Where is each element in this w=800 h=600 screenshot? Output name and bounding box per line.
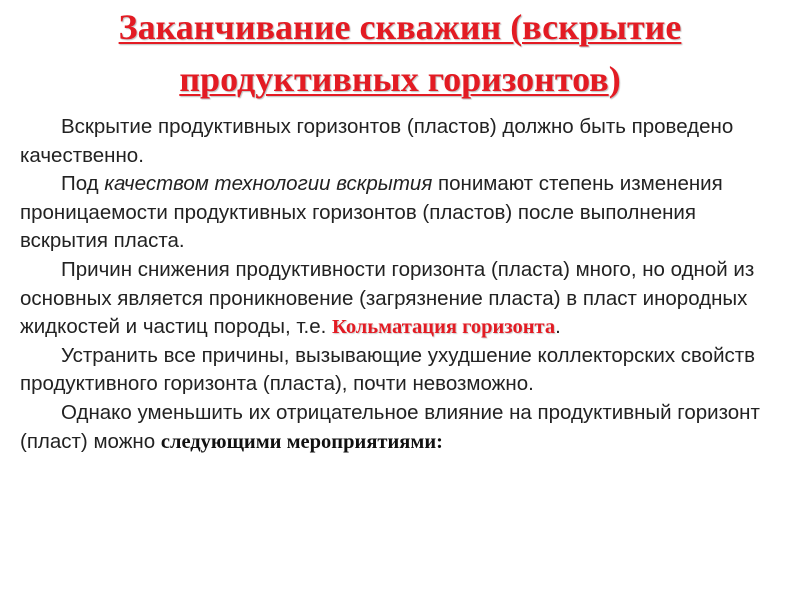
paragraph-2-lead: Под — [61, 172, 105, 196]
paragraph-1-text: Вскрытие продуктивных горизонтов (пластов) должно быть проведено качественно. — [20, 115, 734, 167]
paragraph-5 — [20, 399, 780, 456]
paragraph-2 — [20, 170, 780, 256]
paragraph-2-rest: понимают степень изменения проницаемости продуктивных горизонтов (пластов) после выполнения вскрытия пласта. — [20, 172, 723, 253]
bold-phrase: следующими мероприятиями: — [160, 430, 443, 453]
slide-body — [20, 113, 780, 456]
title-line-2 — [0, 53, 800, 105]
paragraph-3 — [20, 256, 780, 342]
paragraph-3-end: . — [555, 315, 561, 339]
paragraph-4 — [20, 342, 780, 399]
paragraph-3-lead: Причин снижения продуктивности горизонта (пласта) много, но одной из основных является проникновение (загрязнение пласта) в пласт инородных жидкостей и частиц породы, т.е. — [20, 257, 755, 339]
italic-term: качеством технологии вскрытия — [104, 172, 433, 196]
paragraph-1 — [20, 113, 780, 170]
paragraph-5-lead: Однако уменьшить их отрицательное влияние на продуктивный горизонт (пласт) можно — [20, 400, 760, 453]
title-line-1: Заканчивание скважин (вскрытие — [118, 7, 682, 47]
highlighted-term: Кольматация горизонта — [331, 316, 556, 339]
title-closing-paren: ) — [608, 59, 621, 99]
paragraph-4-text: Устранить все причины, вызывающие ухудшение коллекторских свойств продуктивного горизонта (пласта), почти невозможно. — [20, 343, 756, 396]
slide-title — [0, 1, 800, 105]
title-line-2-text: продуктивных горизонтов — [179, 59, 609, 99]
